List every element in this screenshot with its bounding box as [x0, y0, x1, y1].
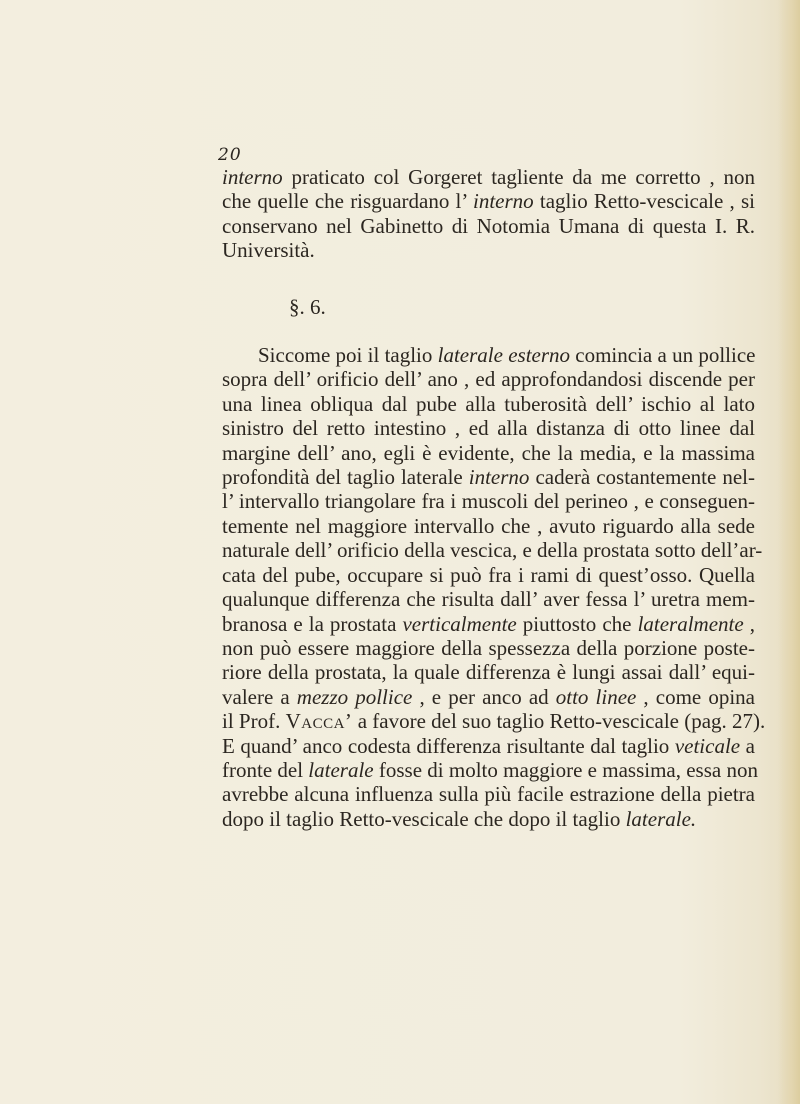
text-line: branosa e la prostata verticalmente piuttosto che lateralmente , — [222, 611, 756, 636]
text-line: che quelle che risguardano l’ interno taglio Retto-vescicale , si — [222, 189, 755, 214]
text-line: non può essere maggiore della spessezza della porzione poste- — [222, 635, 755, 660]
text-line: sinistro del retto intestino , ed alla distanza di otto linee dal — [222, 416, 755, 441]
text-line: avrebbe alcuna influenza sulla più facile estrazione della pietra — [222, 782, 755, 807]
body-text — [222, 165, 766, 831]
text-line: margine dell’ ano, egli è evidente, che la media, e la massima — [222, 440, 755, 465]
text-line: valere a mezzo pollice , e per anco ad otto linee , come opina — [222, 684, 755, 709]
section-heading: §. 6. — [289, 294, 326, 319]
paragraph-2 — [222, 343, 766, 831]
text-line: sopra dell’ orificio dell’ ano , ed approfondandosi discende per — [222, 367, 755, 392]
text-line: il Prof. Vacca’ a favore del suo taglio Retto-vescicale (pag. 27). — [222, 709, 766, 734]
text-line: riore della prostata, la quale differenza è lungi assai dall’ equi- — [222, 660, 755, 685]
page-number: 20 — [218, 145, 242, 165]
text-line: profondità del taglio laterale interno caderà costantemente nel- — [222, 465, 755, 490]
text-line: Siccome poi il taglio laterale esterno comincia a un pollice — [258, 343, 756, 368]
text-line: Università. — [222, 238, 315, 263]
text-line: l’ intervallo triangolare fra i muscoli del perineo , e conseguen- — [222, 489, 755, 514]
text-line: fronte del laterale fosse di molto maggiore e massima, essa non — [222, 757, 758, 782]
text-line: interno praticato col Gorgeret tagliente da me corretto , non — [222, 165, 755, 189]
text-line: temente nel maggiore intervallo che , avuto riguardo alla sede — [222, 513, 755, 538]
text-line: conservano nel Gabinetto di Notomia Umana di questa I. R. — [222, 213, 755, 238]
text-line: una linea obliqua dal pube alla tuberosità dell’ ischio al lato — [222, 391, 755, 416]
paragraph-1 — [222, 165, 755, 263]
text-line: dopo il taglio Retto-vescicale che dopo il taglio laterale. — [222, 806, 697, 831]
text-line: qualunque differenza che risulta dall’ aver fessa l’ uretra mem- — [222, 587, 755, 612]
text-line: E quand’ anco codesta differenza risultante dal taglio veticale a — [222, 733, 755, 758]
text-line: cata del pube, occupare si può fra i rami di quest’osso. Quella — [222, 562, 755, 587]
text-line: naturale dell’ orificio della vescica, e della prostata sotto dell’ar- — [222, 538, 763, 563]
page-edge-shadow — [778, 0, 800, 1104]
